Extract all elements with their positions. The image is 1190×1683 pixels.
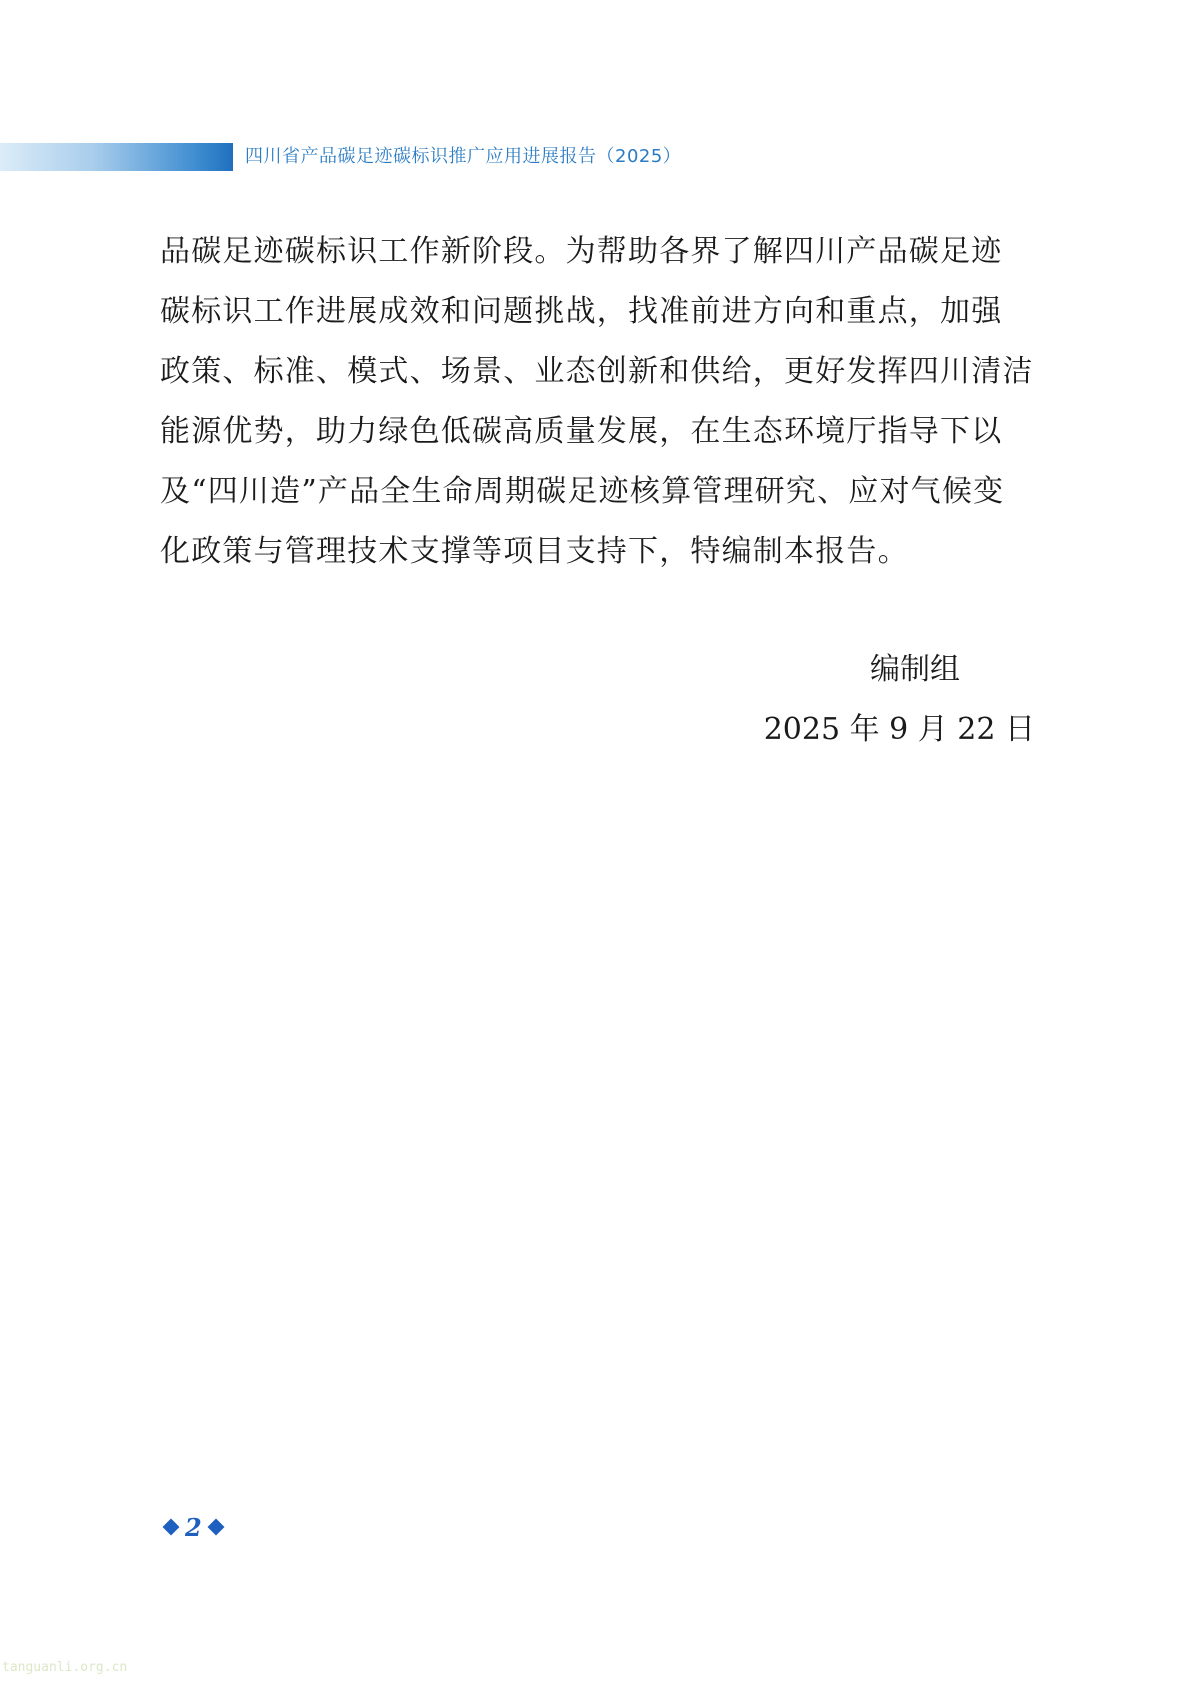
body-line: 碳标识工作进展成效和问题挑战，找准前进方向和重点，加强 <box>160 294 1003 329</box>
body-line: 化政策与管理技术支撑等项目支持下，特编制本报告。 <box>160 534 909 569</box>
running-header-title: 四川省产品碳足迹碳标识推广应用进展报告（2025） <box>245 146 682 167</box>
diamond-left-icon <box>163 1519 180 1536</box>
header-gradient-bar <box>0 143 233 171</box>
diamond-right-icon <box>207 1519 224 1536</box>
body-line: 及“四川造”产品全生命周期碳足迹核算管理研究、应对气候变 <box>160 474 1005 509</box>
signature-date: 2025 年 9 月 22 日 <box>763 712 1035 747</box>
body-line: 品碳足迹碳标识工作新阶段。为帮助各界了解四川产品碳足迹 <box>160 234 1003 269</box>
body-line: 政策、标准、模式、场景、业态创新和供给，更好发挥四川清洁 <box>160 354 1034 389</box>
page-number <box>160 1512 227 1542</box>
signature-org: 编制组 <box>870 652 960 687</box>
page-number-text: 2 <box>185 1512 202 1542</box>
watermark: tanguanli.org.cn <box>2 1660 128 1675</box>
body-line: 能源优势，助力绿色低碳高质量发展，在生态环境厅指导下以 <box>160 414 1003 449</box>
body-paragraph <box>160 222 1040 582</box>
